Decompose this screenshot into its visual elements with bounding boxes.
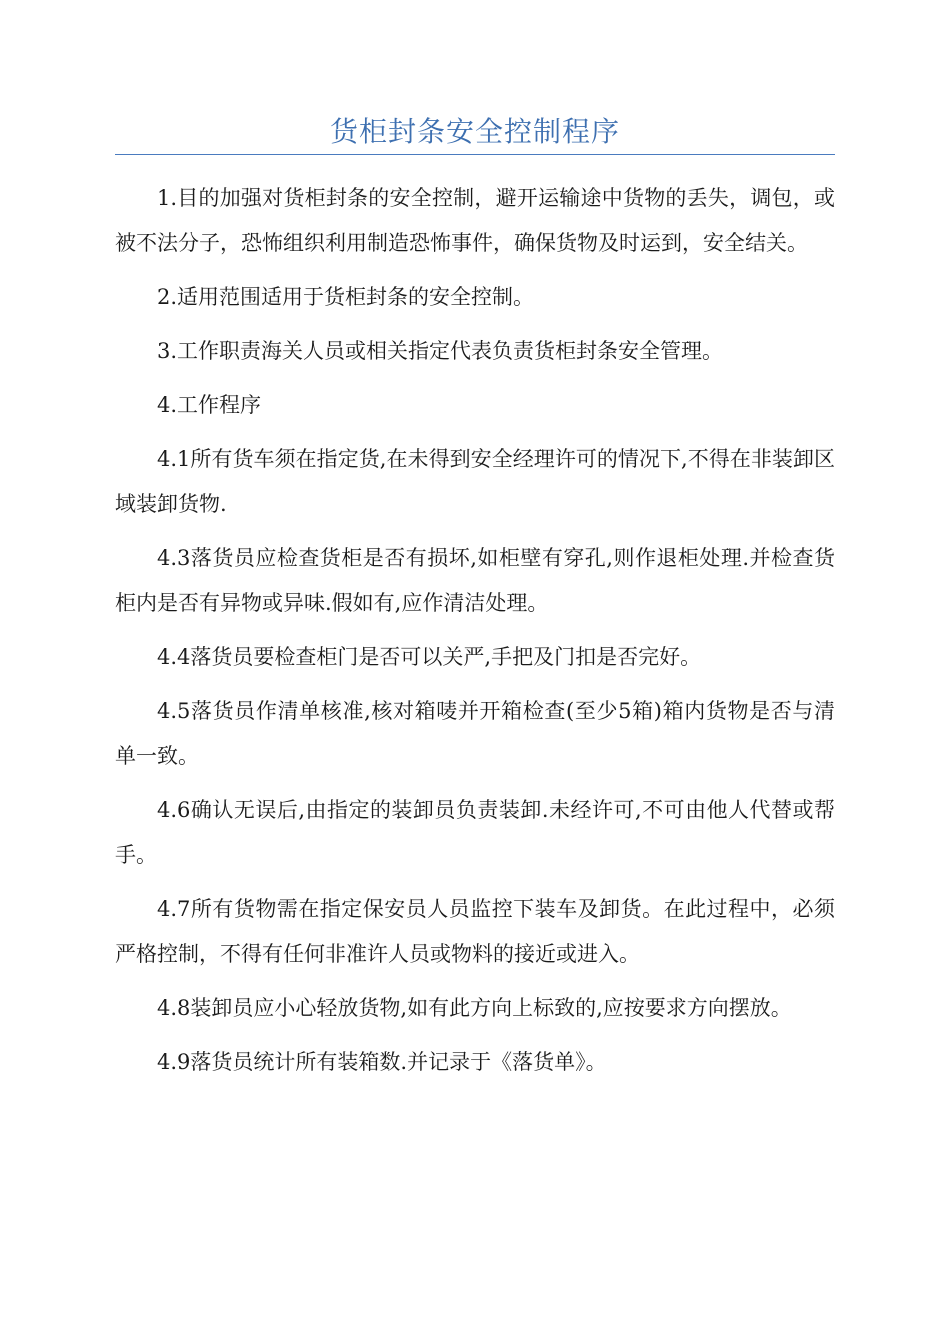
paragraph-purpose: 1.目的加强对货柜封条的安全控制，避开运输途中货物的丢失，调包，或被不法分子，恐怖组织利用制造恐怖事件，确保货物及时运到，安全结关。 [115, 186, 835, 255]
paragraph-step-4-4: 4.4落货员要检查柜门是否可以关严,手把及门扣是否完好。 [157, 645, 702, 669]
paragraph-step-4-3: 4.3落货员应检查货柜是否有损坏,如柜壁有穿孔,则作退柜处理.并检查货柜内是否有异物或异味.假如有,应作清洁处理。 [115, 546, 835, 615]
paragraph-responsibility: 3.工作职责海关人员或相关指定代表负责货柜封条安全管理。 [157, 339, 724, 363]
paragraph-step-4-8: 4.8装卸员应小心轻放货物,如有此方向上标致的,应按要求方向摆放。 [157, 996, 792, 1020]
document-title: 货柜封条安全控制程序 [329, 115, 620, 148]
paragraph-procedure-heading: 4.工作程序 [157, 393, 262, 417]
title-underline [115, 154, 835, 155]
paragraph-step-4-5: 4.5落货员作清单核准,核对箱唛并开箱检查(至少5箱)箱内货物是否与清单一致。 [115, 699, 835, 768]
paragraph-step-4-1: 4.1所有货车须在指定货,在未得到安全经理许可的情况下,不得在非装卸区域装卸货物. [115, 447, 835, 516]
paragraph-scope: 2.适用范围适用于货柜封条的安全控制。 [157, 285, 535, 309]
paragraph-step-4-7: 4.7所有货物需在指定保安员人员监控下装车及卸货。在此过程中，必须严格控制，不得有任何非准许人员或物料的接近或进入。 [115, 897, 835, 966]
paragraph-step-4-9: 4.9落货员统计所有装箱数.并记录于《落货单》。 [157, 1050, 607, 1074]
paragraph-step-4-6: 4.6确认无误后,由指定的装卸员负责装卸.未经许可,不可由他人代替或帮手。 [115, 798, 835, 867]
document-body [115, 176, 835, 1094]
